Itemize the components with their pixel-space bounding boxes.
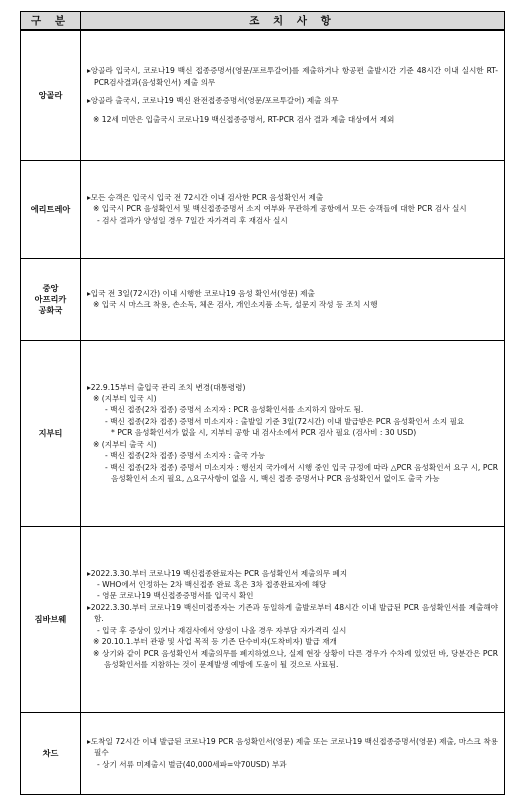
measure-line: ※ (지부티 입국 시) bbox=[93, 394, 157, 404]
measures-cell bbox=[81, 30, 505, 160]
measure-line: - 상기 서류 미제출시 벌금(40,000세파=약70USD) 부과 bbox=[97, 759, 287, 769]
table-row bbox=[21, 712, 505, 794]
measure-line: - 백신 접종(2차 접종) 증명서 소지자 : PCR 음성확인서를 소지하지 않아도 됨. bbox=[105, 405, 364, 415]
measures-cell bbox=[81, 340, 505, 526]
measure-line: ▸22.9.15부터 출입국 관리 조치 변경(대통령령) bbox=[87, 382, 246, 392]
measure-line: - WHO에서 인정하는 2차 백신접종 완료 혹은 3차 접종완료자에 해당 bbox=[97, 580, 327, 590]
country-line: 공화국 bbox=[38, 304, 63, 315]
measure-line: ※ 입국시 PCR 음성확인서 및 백신접종증명서 소지 여부와 무관하게 공항에서 모든 승객들에 대한 PCR 검사 실시 bbox=[93, 204, 467, 214]
measure-line: ※ 입국 시 마스크 착용, 손소독, 체온 검사, 개인소지품 소독, 설문지 작성 등 조치 시행 bbox=[93, 300, 378, 309]
table-row bbox=[21, 340, 505, 526]
measure-line: - 영문 코로나19 백신접종증명서를 입국시 확인 bbox=[97, 591, 254, 601]
table-row bbox=[21, 526, 505, 712]
header-measures: 조 치 사 항 bbox=[81, 12, 505, 31]
measure-line: ▸모든 승객은 입국시 입국 전 72시간 이내 검사한 PCR 음성확인서 제출 bbox=[87, 192, 324, 202]
measure-line: - 백신 접종(2차 접종) 증명서 미소지자 : 행선지 국가에서 시행 중인 입국 규정에 따라 △PCR 음성확인서 요구 시, PCR 음성확인서 소지 필요, △요구사항이 없을 시, 백신 접종 증명서나 PCR 음성확인서 없이도 출국 가능 bbox=[105, 462, 498, 483]
country-cell: 앙골라 bbox=[21, 30, 81, 160]
measures-cell bbox=[81, 258, 505, 340]
measure-line: - 검사 결과가 양성일 경우 7일간 자가격리 후 재검사 실시 bbox=[97, 215, 288, 225]
measure-line: ▸2022.3.30.부터 코로나19 백신접종완료자는 PCR 음성확인서 제출의무 폐지 bbox=[87, 568, 348, 578]
country-cell bbox=[21, 258, 81, 340]
measure-line: ▸앙골라 입국시, 코로나19 백신 접종증명서(영문/포르투갈어)를 제출하거나 항공편 출발시간 기준 48시간 이내 실시한 RT-PCR검사결과(음성확인서) 제출 의무 bbox=[87, 66, 498, 87]
measures-cell bbox=[81, 712, 505, 794]
measure-line: ▸도착일 72시간 이내 발급된 코로나19 PCR 음성확인서(영문) 제출 또는 코로나19 백신접종증명서(영문) 제출, 마스크 착용 필수 bbox=[87, 736, 498, 758]
country-line: 아프리카 bbox=[34, 293, 67, 304]
measure-line: ※ 12세 미만은 입출국시 코로나19 백신접종증명서, RT-PCR 검사 결과 제출 대상에서 제외 bbox=[93, 114, 395, 124]
measure-line: ※ 상기와 같이 PCR 음성확인서 제출의무를 폐지하였으나, 실제 현장 상황이 다른 경우가 수차례 있었던 바, 당분간은 PCR 음성확인서를 지참하는 것이 문제발생 예방에 도움이 될 것으로 사료됨. bbox=[93, 648, 498, 669]
country-line: 중앙 bbox=[42, 282, 59, 293]
measure-line: ▸2022.3.30.부터 코로나19 백신미접종자는 기존과 동일하게 출발로부터 48시간 이내 발급된 PCR 음성확인서를 제출해야함. bbox=[87, 602, 498, 624]
table-row bbox=[21, 30, 505, 160]
measures-cell bbox=[81, 526, 505, 712]
table-row bbox=[21, 258, 505, 340]
measures-table bbox=[20, 11, 505, 795]
measure-line: - 백신 접종(2차 접종) 증명서 미소지자 : 출발일 기준 3일(72시간) 이내 발급받은 PCR 음성확인서 소지 필요 bbox=[105, 416, 465, 426]
measure-line: - 입국 후 증상이 있거나 재검사에서 양성이 나올 경우 자부담 자가격리 실시 bbox=[97, 625, 347, 635]
country-cell: 지부티 bbox=[21, 340, 81, 526]
measure-line: ▸입국 전 3일(72시간) 이내 시행한 코로나19 음성 확인서(영문) 제출 bbox=[87, 288, 315, 298]
measure-line: ▸앙골라 출국시, 코로나19 백신 완전접종증명서(영문/포르투갈어) 제출 의무 bbox=[87, 96, 339, 106]
measure-line: * PCR 음성확인서가 없을 시, 지부티 공항 내 검사소에서 PCR 검사 필요 (검사비 : 30 USD) bbox=[111, 428, 417, 438]
table-row bbox=[21, 160, 505, 258]
header-category: 구 분 bbox=[21, 12, 81, 31]
measure-line: - 백신 접종(2차 접종) 증명서 소지자 : 출국 가능 bbox=[105, 451, 266, 461]
measure-line: ※ (지부티 출국 시) bbox=[93, 439, 157, 449]
country-cell: 에리트레아 bbox=[21, 160, 81, 258]
country-cell: 짐바브웨 bbox=[21, 526, 81, 712]
country-cell: 차드 bbox=[21, 712, 81, 794]
measure-line: ※ 20.10.1.부터 관광 및 사업 목적 등 기존 단수비자(도착비자) 발급 재개 bbox=[93, 637, 337, 647]
measures-cell bbox=[81, 160, 505, 258]
